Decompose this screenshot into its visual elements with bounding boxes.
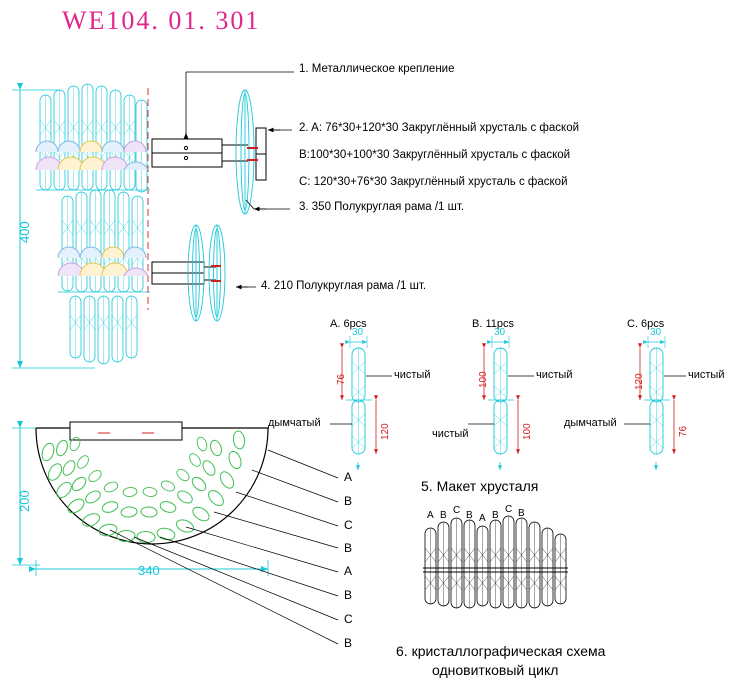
annotation-6-line2: одновитковый цикл [432,662,559,678]
plan-callout-4: A [344,564,353,578]
crystal-b-upper-finish: чистый [536,369,573,381]
schema-letter-2: C [453,505,461,516]
crystal-a-lower-length: 120 [380,423,391,440]
crystal-c-lower-length: 76 [678,425,689,437]
crystal-c-lower-finish: дымчатый [564,417,617,429]
crystal-group-b-title: B. 11pcs [472,318,514,330]
annotation-2b: B:100*30+100*30 Закруглённый хрусталь с фаской [299,149,571,161]
crystal-a-width: 30 [352,327,364,338]
annotation-5: 5. Макет хрусталя [421,478,539,494]
plan-callout-6: C [344,612,353,626]
annotation-2c: C: 120*30+76*30 Закруглённый хрусталь с фаской [299,176,568,188]
schema-letter-5: B [492,510,499,521]
annotation-4: 4. 210 Полукруглая рама /1 шт. [261,280,427,292]
crystal-b-upper-length: 100 [478,371,489,388]
crystal-b-lower-finish: чистый [432,428,469,440]
schema-letter-4: A [479,513,486,524]
schema-letter-7: B [518,508,525,519]
crystal-b-width: 30 [494,327,506,338]
annotation-1: 1. Металлическое крепление [299,63,455,75]
plan-callout-3: B [344,541,353,555]
crystal-a-upper-finish: чистый [394,369,431,381]
dimension-height-200: 200 [17,490,32,512]
dimension-width-340: 340 [138,563,160,578]
plan-callout-2: C [344,518,353,532]
crystal-group-a-title: A. 6pcs [330,318,367,330]
crystal-c-upper-finish: чистый [688,369,725,381]
crystal-c-upper-length: 120 [634,373,645,390]
annotation-3: 3. 350 Полукруглая рама /1 шт. [299,201,465,213]
annotation-6-line1: 6. кристаллографическая схема [396,643,606,659]
plan-callout-1: B [344,494,353,508]
crystal-a-lower-finish: дымчатый [268,417,321,429]
annotation-2a: 2. A: 76*30+120*30 Закруглённый хрусталь с фаской [299,122,580,134]
page-title: WE104. 01. 301 [62,6,261,35]
crystal-group-c-title: C. 6pcs [627,318,665,330]
schema-letter-0: A [427,510,434,521]
crystal-a-upper-length: 76 [336,373,347,385]
plan-callout-5: B [344,588,353,602]
crystal-c-width: 30 [650,327,662,338]
plan-callout-0: A [344,470,353,484]
schema-letter-1: B [440,510,447,521]
dimension-height-400: 400 [17,221,32,243]
schema-letter-3: B [466,510,473,521]
schema-letter-6: C [505,504,513,515]
crystal-b-lower-length: 100 [522,423,533,440]
plan-callout-7: B [344,636,353,650]
